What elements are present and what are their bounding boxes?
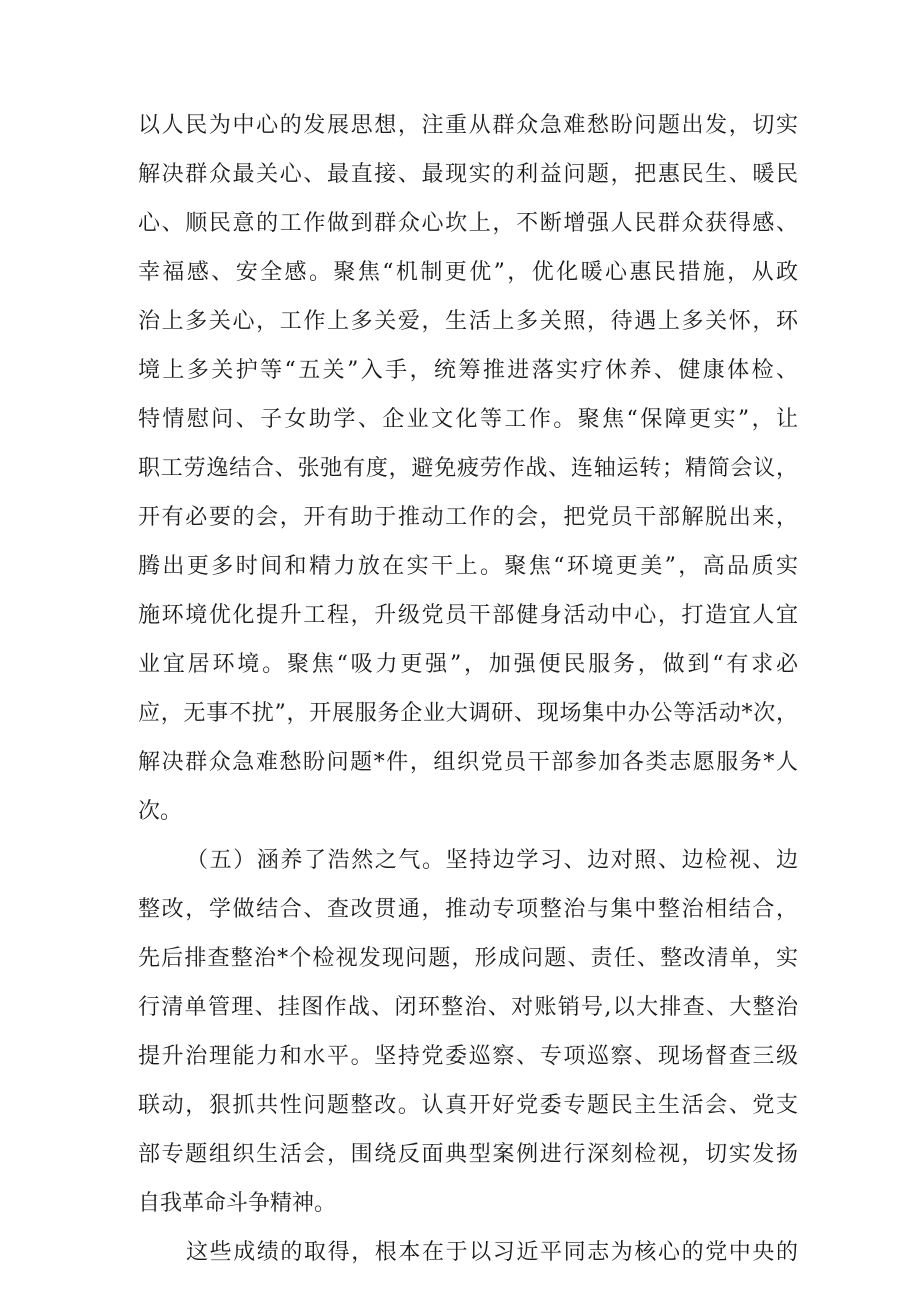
text-line: 应，无事不扰”，开展服务企业大调研、现场集中办公等活动*次，	[138, 701, 798, 726]
text-line: 自我革命斗争精神。	[138, 1191, 337, 1216]
text-line: 联动，狠抓共性问题整改。认真开好党委专题民主生活会、党支	[138, 1093, 798, 1118]
text-line: 部专题组织生活会，围绕反面典型案例进行深刻检视，切实发扬	[138, 1142, 798, 1167]
paragraph-start-line: 这些成绩的取得，根本在于以习近平同志为核心的党中央的	[186, 1240, 798, 1265]
text-line: 职工劳逸结合、张弛有度，避免疲劳作战、连轴运转；精简会议，	[138, 456, 798, 481]
text-line: 次。	[138, 799, 183, 824]
paragraph-start-line: （五）涵养了浩然之气。坚持边学习、边对照、边检视、边	[186, 848, 798, 873]
text-line: 提升治理能力和水平。坚持党委巡察、专项巡察、现场督查三级	[138, 1044, 798, 1069]
text-line: 施环境优化提升工程，升级党员干部健身活动中心，打造宜人宜	[138, 603, 798, 628]
text-line: 业宜居环境。聚焦“吸力更强”，加强便民服务，做到“有求必	[138, 652, 798, 677]
text-line: 幸福感、安全感。聚焦“机制更优”，优化暖心惠民措施，从政	[138, 260, 798, 285]
text-line: 心、顺民意的工作做到群众心坎上，不断增强人民群众获得感、	[138, 211, 798, 236]
text-line: 整改，学做结合、查改贯通，推动专项整治与集中整治相结合，	[138, 897, 798, 922]
text-line: 开有必要的会，开有助于推动工作的会，把党员干部解脱出来，	[138, 505, 798, 530]
text-line: 解决群众急难愁盼问题*件，组织党员干部参加各类志愿服务*人	[138, 750, 798, 775]
text-line: 解决群众最关心、最直接、最现实的利益问题，把惠民生、暖民	[138, 162, 798, 187]
text-line: 境上多关护等“五关”入手，统筹推进落实疗休养、健康体检、	[138, 358, 798, 383]
text-line: 腾出更多时间和精力放在实干上。聚焦“环境更美”，高品质实	[138, 554, 798, 579]
text-line: 行清单管理、挂图作战、闭环整治、对账销号,以大排查、大整治	[138, 995, 798, 1020]
text-line: 治上多关心，工作上多关爱，生活上多关照，待遇上多关怀，环	[138, 309, 798, 334]
text-line: 先后排查整治*个检视发现问题，形成问题、责任、整改清单，实	[138, 946, 798, 971]
text-line: 以人民为中心的发展思想，注重从群众急难愁盼问题出发，切实	[138, 113, 798, 138]
text-line: 特情慰问、子女助学、企业文化等工作。聚焦“保障更实”，让	[138, 407, 798, 432]
